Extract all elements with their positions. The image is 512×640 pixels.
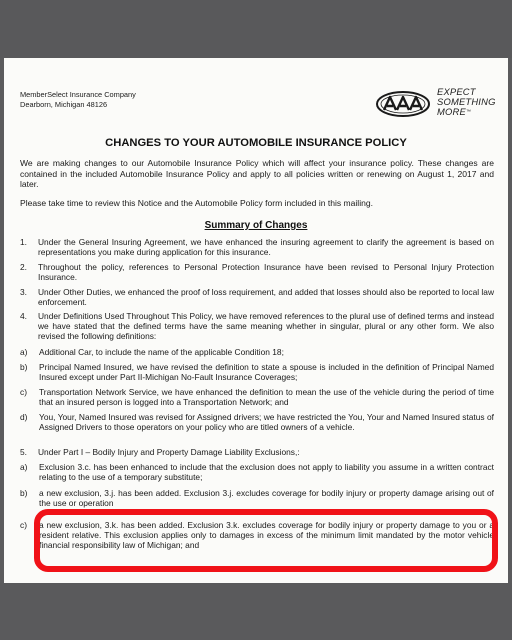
- logo-tagline: [437, 87, 496, 117]
- sub-item-text: You, Your, Named Insured was revised for Assigned drivers; we have restricted the You, Your and Named Insured status of Assigned Drivers to those operators on your policy who are titled owners of a vehicle.: [39, 412, 494, 433]
- photo-frame-top: [0, 0, 512, 58]
- sub-item-text: a new exclusion, 3.k. has been added. Exclusion 3.k. excludes coverage for bodily injury or property damage to you or a resident relative. This exclusion applies only to damages in excess of the minimum limit mandated by the motor vehicle financial responsibility law of Michigan; and: [39, 520, 494, 551]
- sub-item-text: Principal Named Insured, we have revised the definition to state a spouse is included in the definition of Principal Named Insured except under Part II-Michigan No-Fault Insurance Coverages;: [39, 362, 494, 383]
- list-item: [20, 311, 494, 343]
- sub-list-item: [20, 362, 494, 384]
- item-number: 2.: [20, 262, 27, 272]
- sub-item-text: Transportation Network Service, we have enhanced the definition to mean the use of the vehicle during the period of time that an insured person is logged into a Transportation Network; and: [39, 387, 494, 408]
- sub-item-letter: a): [20, 347, 28, 357]
- sub-item-letter: b): [20, 488, 28, 498]
- review-note: Please take time to review this Notice and the Automobile Policy form included in this mailing.: [20, 198, 373, 208]
- item-text: Under the General Insuring Agreement, we have enhanced the insuring agreement to clarify the agreement is based on representations you make during application for this insurance.: [38, 237, 494, 258]
- item-number: 1.: [20, 237, 27, 247]
- company-name: MemberSelect Insurance Company: [20, 90, 136, 99]
- list-item: [20, 262, 494, 284]
- sub-list-item: [20, 462, 494, 484]
- tagline-line-2: SOMETHING: [437, 96, 496, 107]
- item-number: 5.: [20, 447, 27, 457]
- trademark-mark: ™: [465, 109, 472, 115]
- sub-item-letter: d): [20, 412, 28, 422]
- tagline-line-3: MORE™: [437, 106, 472, 117]
- intro-paragraph: We are making changes to our Automobile Insurance Policy which will affect your insurance policy. These changes are contained in the included Automobile Insurance Policy and apply to all policies written or renewing on August 1, 2017 and later.: [20, 158, 494, 190]
- sub-list-item: [20, 412, 494, 444]
- sub-item-letter: a): [20, 462, 28, 472]
- sub-list-item: [20, 347, 494, 359]
- aaa-oval-logo-icon: [375, 90, 431, 118]
- sub-item-text: a new exclusion, 3.j. has been added. Exclusion 3.j. excludes coverage for bodily injury or property damage arising out of the use or operation: [39, 488, 494, 509]
- tagline-line-1: EXPECT: [437, 86, 476, 97]
- sub-item-letter: b): [20, 362, 28, 372]
- red-highlight-annotation: [34, 509, 498, 572]
- company-block: [20, 90, 136, 110]
- sub-list-item: [20, 387, 494, 409]
- document-page: [4, 58, 508, 583]
- list-item: [20, 237, 494, 259]
- sub-item-text: Additional Car, to include the name of the applicable Condition 18;: [39, 347, 284, 357]
- item-text: Under Definitions Used Throughout This Policy, we have removed references to the plural use of defined terms and instead we have stated that the defined terms have the same meaning whether in singular, plural or any other form. We also revised the following definitions:: [38, 311, 494, 342]
- list-item: [20, 447, 494, 459]
- item-text: Under Part I – Bodily Injury and Property Damage Liability Exclusions,:: [38, 447, 300, 457]
- item-text: Throughout the policy, references to Personal Protection Insurance have been revised to Personal Injury Protection Insurance.: [38, 262, 494, 283]
- sub-item-letter: c): [20, 387, 27, 397]
- item-number: 3.: [20, 287, 27, 297]
- sub-list-item: [20, 488, 494, 510]
- summary-heading: Summary of Changes: [204, 220, 308, 231]
- sub-item-letter: c): [20, 520, 27, 530]
- sub-item-text: Exclusion 3.c. has been enhanced to include that the exclusion does not apply to liability you assume in a written contract relating to the use of a temporary substitute;: [39, 462, 494, 483]
- company-address: Dearborn, Michigan 48126: [20, 100, 108, 109]
- aaa-logo: [375, 84, 503, 126]
- item-text: Under Other Duties, we enhanced the proof of loss requirement, and added that losses should also be reported to local law enforcement.: [38, 287, 494, 308]
- photo-frame-bottom: [0, 583, 512, 640]
- list-item: [20, 287, 494, 309]
- item-number: 4.: [20, 311, 27, 321]
- page-title: CHANGES TO YOUR AUTOMOBILE INSURANCE POLICY: [105, 137, 407, 149]
